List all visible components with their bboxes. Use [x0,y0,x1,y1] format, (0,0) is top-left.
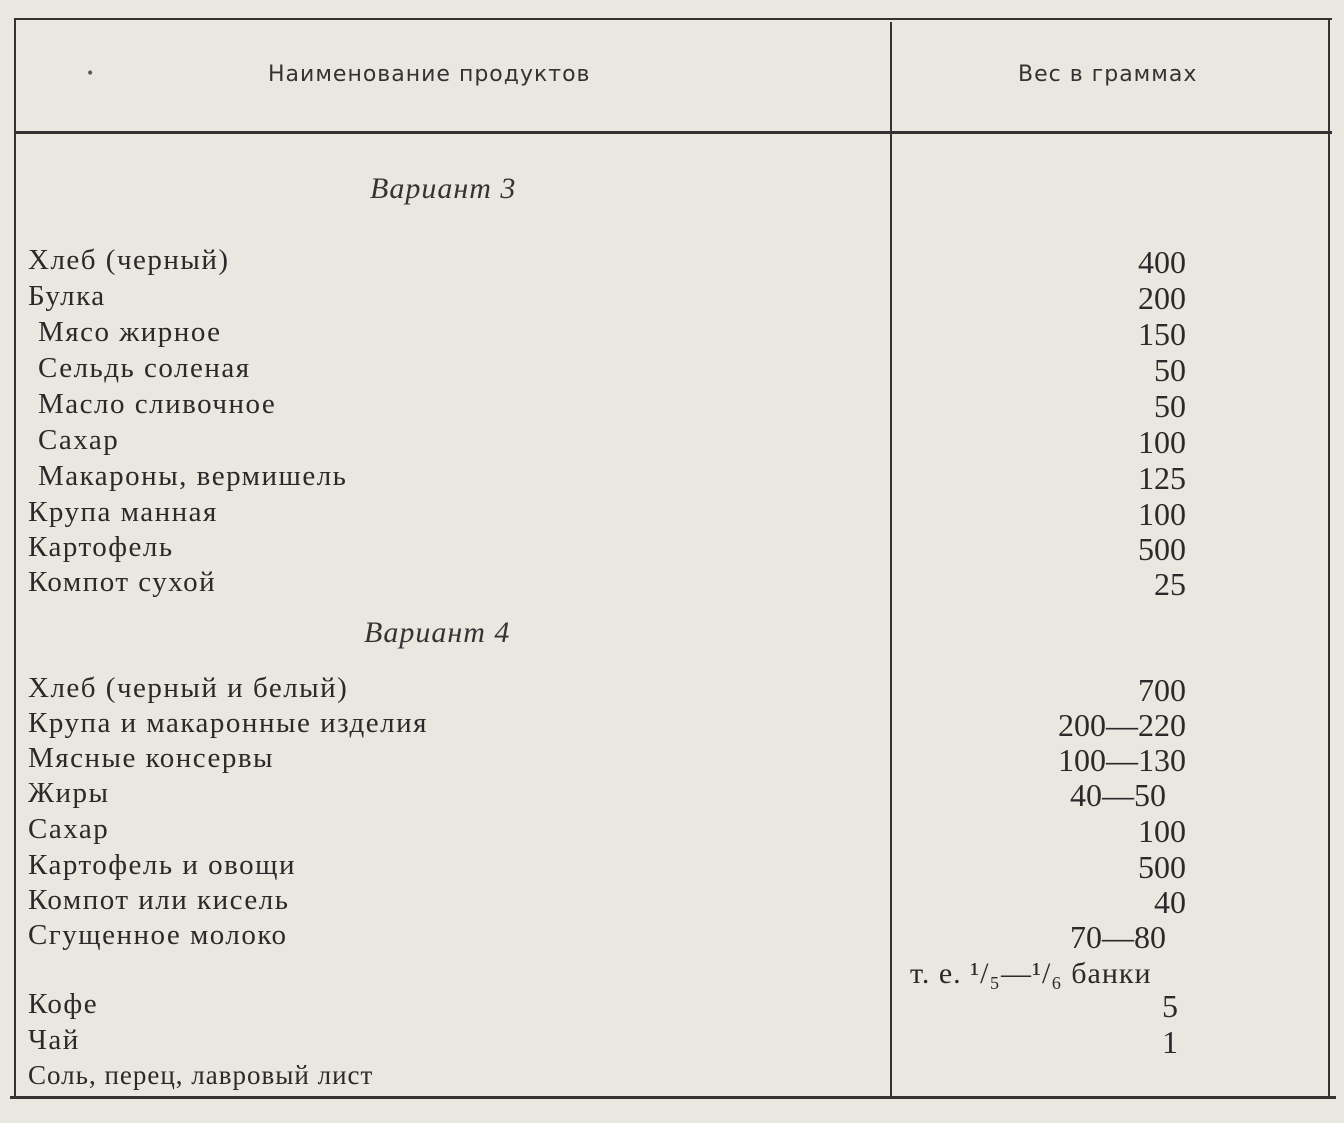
product-weight: 1 [1162,1024,1178,1060]
table-row [0,1024,1344,1060]
section-title: Вариант 4 [364,616,511,649]
bottom-rule [10,1096,1336,1099]
table-row [0,352,1344,388]
condensed-milk-note: т. е. ¹/₅—¹/₆ банки [910,957,1152,990]
product-weight: 100 [1138,424,1186,460]
table-row [0,531,1344,567]
product-weight: 40—50 [1070,777,1166,813]
table-row [0,742,1344,778]
product-name: Компот или кисель [28,884,290,916]
table-row [0,244,1344,280]
table-row [0,496,1344,532]
product-name: Сахар [28,813,110,845]
product-name: Сахар [38,424,120,456]
product-weight: 700 [1138,672,1186,708]
product-weight: 100 [1138,496,1186,532]
table-row [0,777,1344,813]
table-row [0,566,1344,602]
table-row [0,424,1344,460]
product-name: Компот сухой [28,566,217,598]
table-row [0,316,1344,352]
product-weight: 50 [1154,352,1186,388]
product-name: Хлеб (черный и белый) [28,672,349,704]
product-weight: 100—130 [1058,742,1186,778]
product-name: Мясо жирное [38,316,222,348]
product-weight: 100 [1138,813,1186,849]
product-name: Жиры [28,777,110,809]
product-weight: 25 [1154,566,1186,602]
table-row [0,1060,1344,1096]
table-row [0,849,1344,885]
section-title: Вариант 3 [370,172,517,205]
product-weight: 200 [1138,280,1186,316]
product-name: Крупа манная [28,496,218,528]
product-weight: 5 [1162,988,1178,1024]
product-weight: 500 [1138,849,1186,885]
product-weight: 40 [1154,884,1186,920]
product-name: Соль, перец, лавровый лист [28,1060,374,1090]
table-row [0,280,1344,316]
product-name: Чай [28,1024,80,1056]
product-name: Макароны, вермишель [38,460,348,492]
column-header-weight: Вес в граммах [1018,62,1198,87]
product-name: Мясные консервы [28,742,275,774]
product-name: Сельдь соленая [38,352,251,384]
product-name: Сгущенное молоко [28,919,288,951]
product-name: Кофе [28,988,99,1020]
header-rule [14,131,1332,134]
product-weight: 400 [1138,244,1186,280]
top-rule [14,18,1332,20]
bullet-mark: • [86,66,95,82]
product-weight: 200—220 [1058,707,1186,743]
product-name: Масло сливочное [38,388,277,420]
table-row [0,813,1344,849]
table-row [0,707,1344,743]
product-name: Булка [28,280,106,312]
table-row [0,919,1344,955]
product-weight: 70—80 [1070,919,1166,955]
product-name: Картофель и овощи [28,849,296,881]
product-name: Крупа и макаронные изделия [28,707,428,739]
product-weight: 125 [1138,460,1186,496]
product-weight: 150 [1138,316,1186,352]
product-weight: 50 [1154,388,1186,424]
table-row [0,884,1344,920]
column-header-name: Наименование продуктов [268,62,591,87]
table-row [0,672,1344,708]
table-row [0,988,1344,1024]
table-row [0,460,1344,496]
product-name: Хлеб (черный) [28,244,230,276]
product-weight: 500 [1138,531,1186,567]
product-name: Картофель [28,531,174,563]
table-row [0,388,1344,424]
